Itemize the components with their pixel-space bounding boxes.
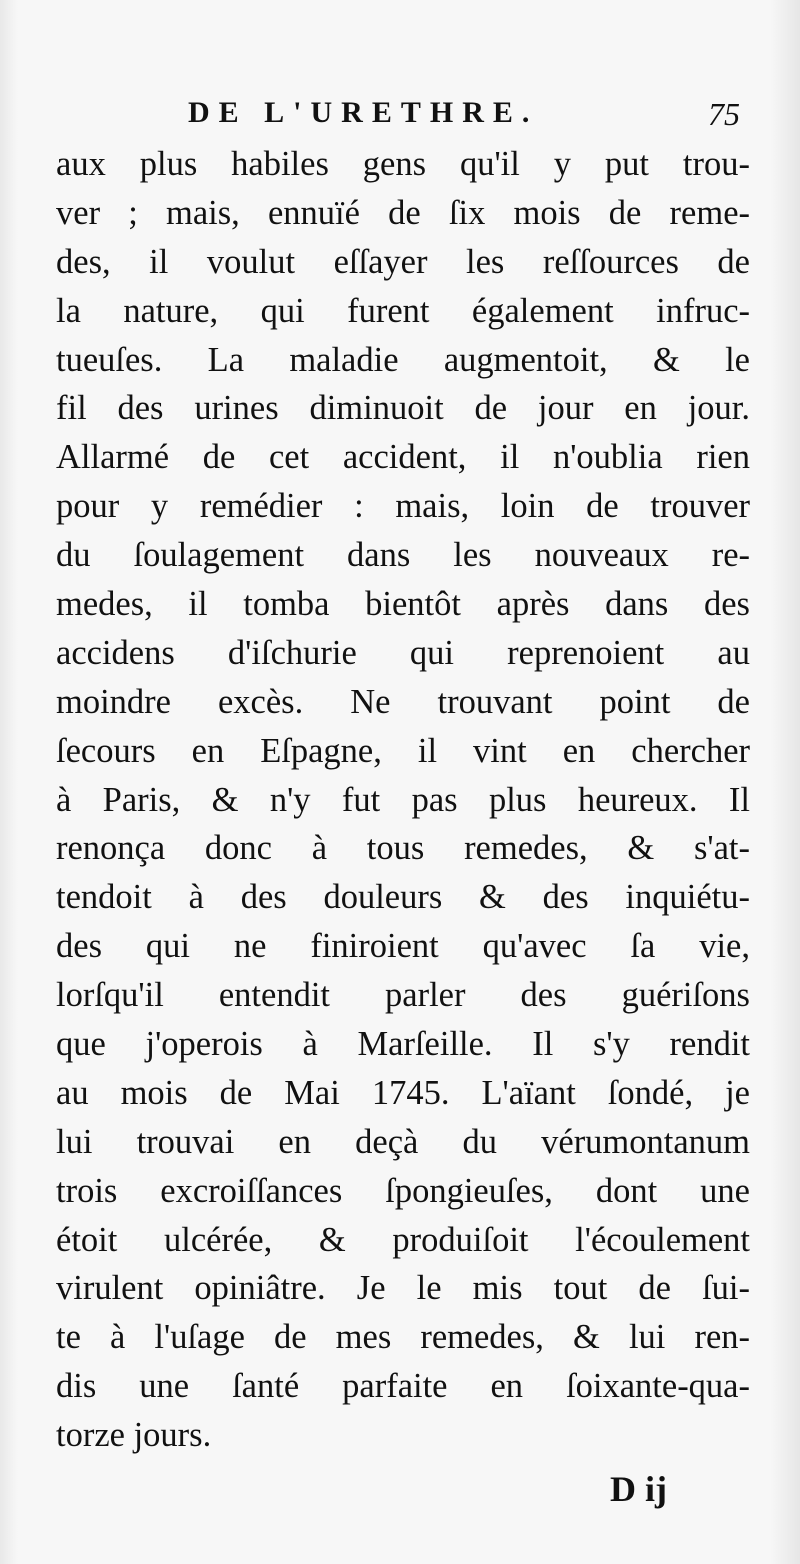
text-line: dis une ſanté parfaite en ſoixante-qua- <box>56 1367 750 1406</box>
text-line: trois excroiſſances ſpongieuſes, dont une <box>56 1171 750 1210</box>
text-line: torze jours. <box>56 1416 212 1455</box>
text-line: ſecours en Eſpagne, il vint en chercher <box>56 731 750 770</box>
text-line: ver ; mais, ennuïé de ſix mois de reme- <box>56 193 750 232</box>
text-line: fil des urines diminuoit de jour en jour. <box>56 389 750 428</box>
signature-mark: D ij <box>610 1469 667 1509</box>
text-line: du ſoulagement dans les nouveaux re- <box>56 536 750 575</box>
text-line: moindre excès. Ne trouvant point de <box>56 682 750 721</box>
text-line: lorſqu'il entendit parler des guériſons <box>56 976 750 1015</box>
text-line: des, il voulut eſſayer les reſſources de <box>56 242 750 281</box>
text-line: renonça donc à tous remedes, & s'at- <box>56 829 750 868</box>
text-line: pour y remédier : mais, loin de trouver <box>56 487 750 526</box>
text-line: lui trouvai en deçà du vérumontanum <box>56 1122 750 1161</box>
text-line: tueuſes. La maladie augmentoit, & le <box>56 340 750 379</box>
text-line: accidens d'iſchurie qui reprenoient au <box>56 633 750 672</box>
page-header <box>60 96 740 140</box>
text-line: à Paris, & n'y fut pas plus heureux. Il <box>56 780 750 819</box>
text-line: que j'operois à Marſeille. Il s'y rendit <box>56 1025 750 1064</box>
running-title: DE L'URETHRE. <box>188 96 539 129</box>
text-line: tendoit à des douleurs & des inquiétu- <box>56 878 750 917</box>
text-line: au mois de Mai 1745. L'aïant ſondé, je <box>56 1073 750 1112</box>
text-line: la nature, qui furent également infruc- <box>56 291 750 330</box>
text-line: Allarmé de cet accident, il n'oublia rien <box>56 438 750 477</box>
text-line: te à l'uſage de mes remedes, & lui ren- <box>56 1318 750 1357</box>
text-line: medes, il tomba bientôt après dans des <box>56 585 750 624</box>
text-line: virulent opiniâtre. Je le mis tout de ſui- <box>56 1269 750 1308</box>
text-line: aux plus habiles gens qu'il y put trou- <box>56 145 750 183</box>
text-line: des qui ne finiroient qu'avec ſa vie, <box>56 927 750 966</box>
text-line: étoit ulcérée, & produiſoit l'écoulement <box>56 1220 750 1259</box>
body-text <box>56 140 750 1460</box>
page-number: 75 <box>708 96 740 132</box>
